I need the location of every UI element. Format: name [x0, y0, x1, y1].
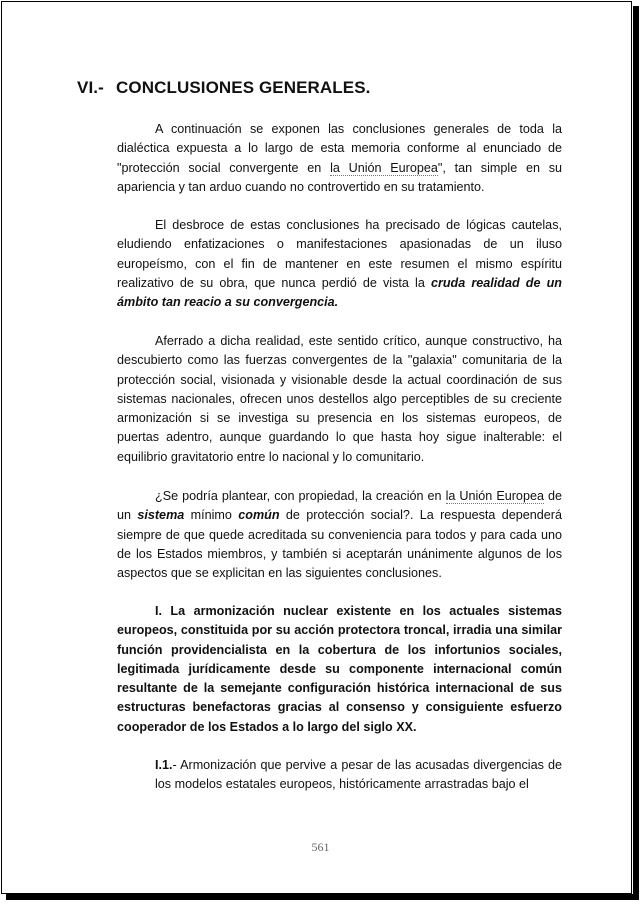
text-run: ", tan simple en su apariencia y tan arduo cuando no controvertido en su tratamiento. [117, 160, 562, 194]
text-run: ¿Se podría plantear, con propiedad, la creación en [155, 489, 446, 503]
paragraph-pregunta [117, 487, 562, 583]
text-run: mínimo [184, 508, 239, 523]
page-shadow-right [633, 6, 639, 899]
emphasis-text: sistema [137, 508, 185, 523]
section-heading [77, 78, 371, 98]
text-run: - Armonización que pervive a pesar de las acusadas divergencias de los modelos estatales europeos, históricamente arrastradas bajo el [155, 758, 562, 792]
page-number: 561 [311, 840, 330, 854]
text-run: A continuación se exponen las conclusiones generales de toda la dialéctica expuesta a lo largo de esta memoria conforme al enunciado de "protección social convergente en [117, 122, 562, 175]
section-title: CONCLUSIONES GENERALES. [116, 78, 371, 97]
emphasis-text: cruda realidad de un ámbito tan reacio a su convergencia. [117, 275, 562, 310]
text-run: de protección social?. La respuesta dependerá siempre de que quede acreditada su conveniencia para todos y para cada uno de los Estados miembros, y también si aceptarán unánimente algunos de los aspectos que se explicitan en las siguientes conclusiones. [117, 508, 562, 581]
conclusion-i-1 [155, 756, 562, 795]
paragraph-cautelas [117, 216, 562, 312]
emphasis-text: común [238, 508, 280, 523]
section-number: VI.- [77, 78, 104, 97]
text-run: El desbroce de estas conclusiones ha precisado de lógicas cautelas, eludiendo enfatizaciones o manifestaciones apasionadas de un iluso europeísmo, con el fin de mantener en este resumen el mismo espíritu realizativo de su obra, que nunca perdió de vista la [117, 218, 562, 290]
conclusion-i: I. La armonización nuclear existente en los actuales sistemas europeos, constituida por su acción protectora troncal, irradia una similar función providencialista en la cobertura de los infortunios sociales, legitimada jurídicamente desde su componente internacional común resultante de la semejante configuración histórica internacional de sus estructuras benefactoras gracias al consenso y consiguiente esfuerzo cooperador de los Estados a lo largo del siglo XX. [117, 604, 562, 734]
underlined-term: la Unión Europea [445, 489, 544, 503]
underlined-term: la Unión Europea [330, 160, 438, 175]
page-shadow-bottom [6, 894, 639, 900]
item-number: I.1. [155, 758, 173, 772]
paragraph-realidad: Aferrado a dicha realidad, este sentido crítico, aunque constructivo, ha descubierto como las fuerzas convergentes de la "galaxia" comunitaria de la protección social, visionada y visionable desde la actual coordinación de sus sistemas nacionales, ofrecen unos destellos algo perceptibles de su creciente armonización si se investiga su presencia en los sistemas europeos, de puertas adentro, aunque guardando lo que hasta hoy sigue inalterable: el equilibrio gravitatorio entre lo nacional y lo comunitario. [117, 334, 562, 464]
paragraph-intro [117, 120, 562, 197]
text-run: de un [117, 489, 562, 523]
